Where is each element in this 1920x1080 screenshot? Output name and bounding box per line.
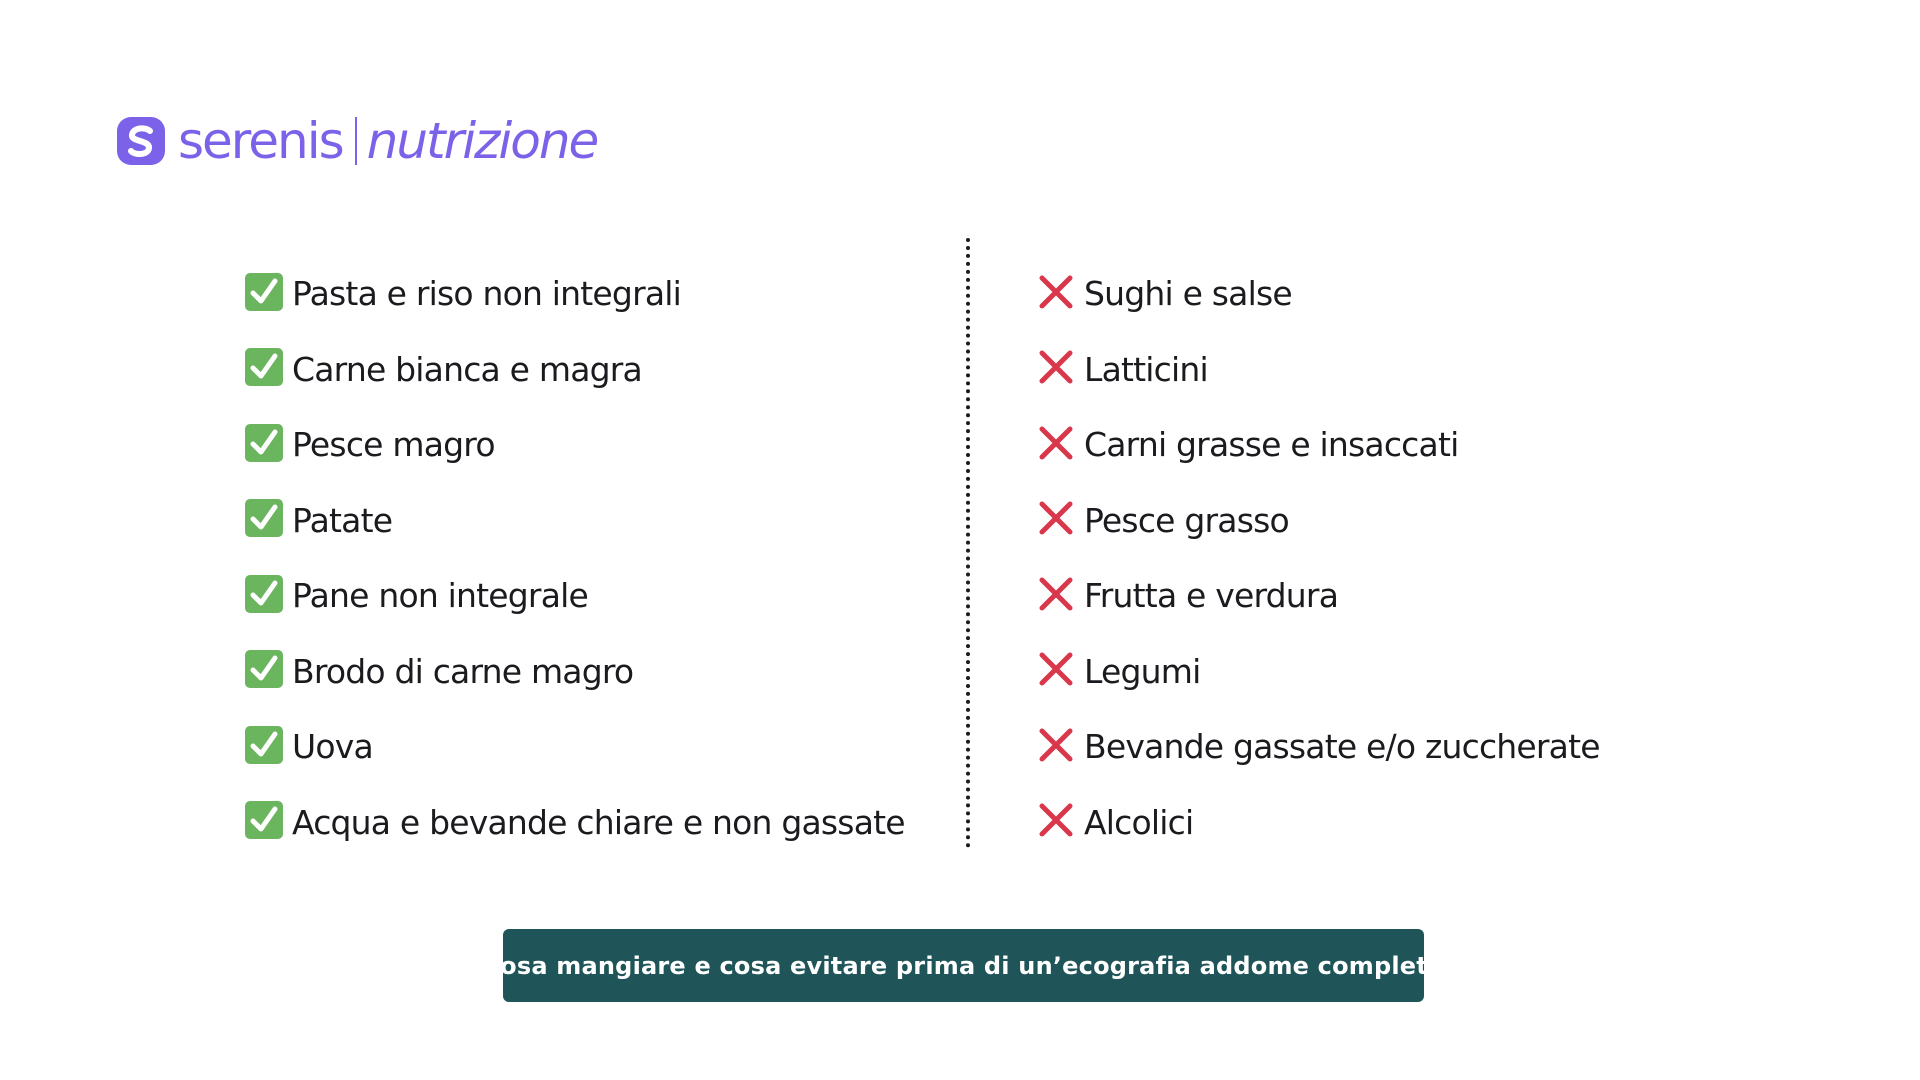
avoid-food-label: Pesce grasso xyxy=(1084,500,1289,540)
avoid-foods-list xyxy=(1036,256,1600,860)
logo-divider xyxy=(355,117,357,165)
list-item xyxy=(244,407,905,483)
allowed-food-label: Acqua e bevande chiare e non gassate xyxy=(292,802,905,842)
caption-banner xyxy=(482,929,1445,1002)
cross-mark-icon xyxy=(1036,800,1076,840)
avoid-food-label: Carni grasse e insaccati xyxy=(1084,425,1459,465)
cross-mark-icon xyxy=(1036,574,1076,614)
list-item xyxy=(1036,332,1600,408)
cross-mark-icon xyxy=(1036,423,1076,463)
list-item xyxy=(1036,256,1600,332)
allowed-food-label: Pane non integrale xyxy=(292,576,588,616)
cross-mark-icon xyxy=(1036,725,1076,765)
allowed-food-label: Uova xyxy=(292,727,373,767)
check-mark-icon xyxy=(244,649,284,689)
allowed-foods-list xyxy=(244,256,905,860)
list-item xyxy=(1036,483,1600,559)
list-item xyxy=(244,785,905,861)
allowed-food-label: Patate xyxy=(292,500,393,540)
avoid-food-label: Bevande gassate e/o zuccherate xyxy=(1084,727,1600,767)
list-item xyxy=(1036,709,1600,785)
cross-mark-icon xyxy=(1036,649,1076,689)
avoid-food-label: Sughi e salse xyxy=(1084,274,1292,314)
avoid-food-label: Legumi xyxy=(1084,651,1201,691)
allowed-food-label: Pasta e riso non integrali xyxy=(292,274,681,314)
serenis-nutrizione-logo xyxy=(116,113,597,169)
avoid-food-label: Alcolici xyxy=(1084,802,1194,842)
check-mark-icon xyxy=(244,498,284,538)
list-item xyxy=(244,634,905,710)
list-item xyxy=(244,332,905,408)
avoid-food-label: Latticini xyxy=(1084,349,1208,389)
list-item xyxy=(244,483,905,559)
list-item xyxy=(1036,407,1600,483)
caption-text: Cosa mangiare e cosa evitare prima di un’ecografia addome completo xyxy=(482,951,1445,980)
cross-mark-icon xyxy=(1036,347,1076,387)
list-item xyxy=(1036,785,1600,861)
check-mark-icon xyxy=(244,423,284,463)
allowed-food-label: Brodo di carne magro xyxy=(292,651,634,691)
check-mark-icon xyxy=(244,272,284,312)
check-mark-icon xyxy=(244,800,284,840)
avoid-food-label: Frutta e verdura xyxy=(1084,576,1339,616)
allowed-food-label: Carne bianca e magra xyxy=(292,349,642,389)
column-divider xyxy=(966,238,970,848)
logo-subbrand-name: nutrizione xyxy=(366,112,598,170)
check-mark-icon xyxy=(244,347,284,387)
logo-brand-name: serenis xyxy=(178,112,343,170)
list-item xyxy=(1036,634,1600,710)
check-mark-icon xyxy=(244,574,284,614)
serenis-s-logo-icon xyxy=(116,116,166,166)
list-item xyxy=(244,709,905,785)
list-item xyxy=(244,558,905,634)
cross-mark-icon xyxy=(1036,498,1076,538)
allowed-food-label: Pesce magro xyxy=(292,425,495,465)
list-item xyxy=(244,256,905,332)
cross-mark-icon xyxy=(1036,272,1076,312)
check-mark-icon xyxy=(244,725,284,765)
list-item xyxy=(1036,558,1600,634)
